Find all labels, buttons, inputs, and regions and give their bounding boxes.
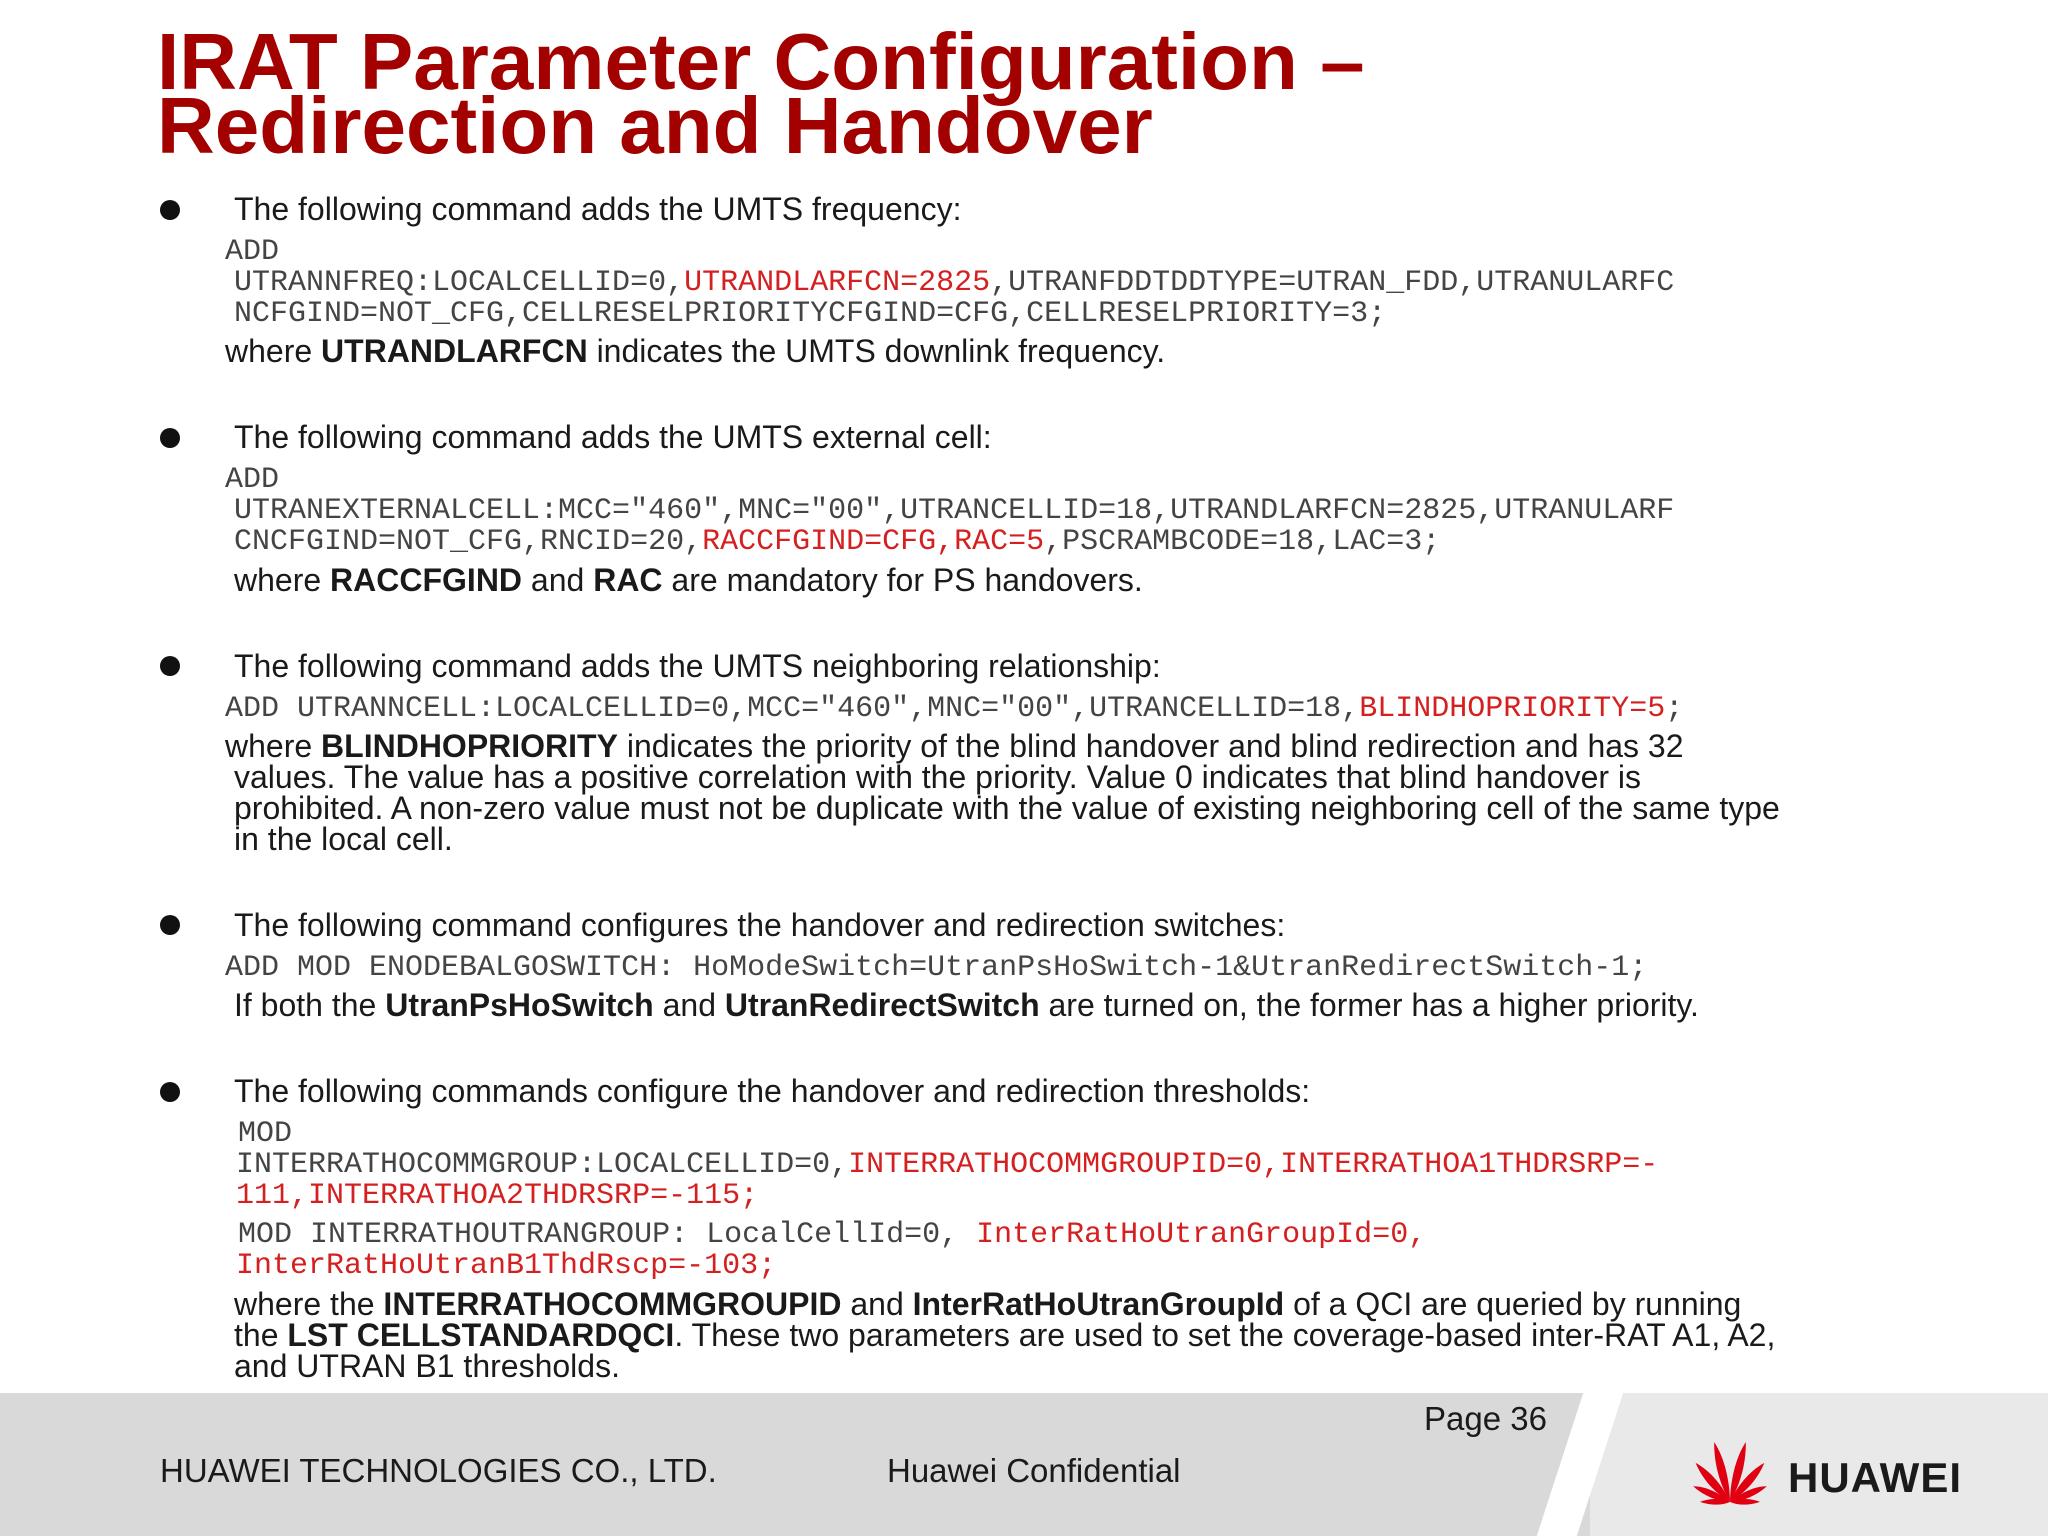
section-3-code-line-1: [225, 694, 1683, 725]
code-text: ,UTRANFDDTDDTYPE=UTRAN_FDD,UTRANULARFC: [990, 266, 1675, 300]
note-text: the: [234, 1317, 288, 1353]
note-keyword: InterRatHoUtranGroupId: [912, 1286, 1285, 1322]
bullet-4: [160, 915, 180, 935]
section-4-code-line-1: ADD MOD ENODEBALGOSWITCH: HoModeSwitch=UtranPsHoSwitch-1&UtranRedirectSwitch-1;: [225, 951, 1648, 985]
code-highlight: INTERRATHOCOMMGROUPID=0,INTERRATHOA1THDRSRP=-: [848, 1148, 1659, 1182]
section-1-intro: The following command adds the UMTS frequency:: [234, 191, 962, 227]
code-text: UTRANNFREQ:LOCALCELLID=0,: [234, 266, 685, 300]
section-1-note: [225, 333, 1166, 369]
section-5-note-line-2: [234, 1317, 1776, 1353]
note-keyword: RAC: [593, 562, 663, 598]
note-keyword: INTERRATHOCOMMGROUPID: [383, 1286, 842, 1322]
note-text: and: [522, 562, 594, 598]
note-keyword: RACCFGIND: [330, 562, 523, 598]
code-text: ;: [1665, 692, 1684, 726]
note-keyword: LST CELLSTANDARDQCI: [287, 1317, 675, 1353]
code-text: CNCFGIND=NOT_CFG,RNCID=20,: [234, 525, 703, 559]
note-keyword: BLINDHOPRIORITY: [321, 728, 618, 764]
section-3-intro: The following command adds the UMTS neighboring relationship:: [234, 648, 1161, 684]
slide-title-line-1: IRAT Parameter Configuration –: [157, 17, 1365, 106]
section-2-note: [234, 562, 1143, 598]
note-text: and: [841, 1286, 913, 1322]
note-text: of a QCI are queried by running: [1284, 1286, 1742, 1322]
section-5-note-line-3: and UTRAN B1 thresholds.: [234, 1348, 620, 1384]
section-4-note: [234, 987, 1699, 1023]
section-1-code-line-2: [234, 268, 1674, 299]
note-keyword: UtranRedirectSwitch: [724, 987, 1040, 1023]
huawei-petal-logo-icon: [1680, 1430, 1780, 1510]
section-3-note-line-1: [225, 728, 1684, 764]
slide-title: [157, 17, 1957, 170]
note-text: are mandatory for PS handovers.: [662, 562, 1143, 598]
note-text: indicates the priority of the blind handover and blind redirection and has 32: [617, 728, 1684, 764]
note-text: If both the: [234, 987, 386, 1023]
slide-title-line-2: Redirection and Handover: [157, 81, 1153, 170]
huawei-logo-text: HUAWEI: [1788, 1454, 1962, 1501]
note-keyword: UtranPsHoSwitch: [385, 987, 654, 1023]
code-text: MOD INTERRATHOUTRANGROUP: LocalCellId=0,: [238, 1218, 977, 1252]
note-text: . These two parameters are used to set the coverage-based inter-RAT A1, A2,: [674, 1317, 1776, 1353]
note-text: are turned on, the former has a higher priority.: [1039, 987, 1699, 1023]
note-text: indicates the UMTS downlink frequency.: [587, 333, 1166, 369]
bullet-2: [160, 428, 180, 448]
section-2-code-line-2: UTRANEXTERNALCELL:MCC="460",MNC="00",UTRANCELLID=18,UTRANDLARFCN=2825,UTRANULARF: [234, 494, 1675, 528]
code-text: ,PSCRAMBCODE=18,LAC=3;: [1044, 525, 1441, 559]
section-4-intro: The following command configures the handover and redirection switches:: [234, 907, 1286, 943]
note-text: where: [225, 728, 322, 764]
section-2-code-line-3: [234, 527, 1440, 558]
section-3-note-line-4: in the local cell.: [234, 821, 453, 857]
code-text: INTERRATHOCOMMGROUP:LOCALCELLID=0,: [236, 1148, 849, 1182]
section-1-code-line-1: ADD: [225, 235, 280, 269]
bullet-5: [160, 1082, 180, 1102]
section-5-intro: The following commands configure the handover and redirection thresholds:: [234, 1073, 1311, 1109]
code-highlight: InterRatHoUtranGroupId=0,: [976, 1218, 1427, 1252]
section-5-code-line-5: InterRatHoUtranB1ThdRscp=-103;: [236, 1249, 777, 1283]
section-5-code-line-2: [236, 1150, 1658, 1181]
code-highlight: RACCFGIND=CFG,RAC=5: [702, 525, 1045, 559]
confidential-label: Huawei Confidential: [887, 1452, 1181, 1489]
note-text: where: [234, 562, 331, 598]
section-3-note-line-3: prohibited. A non-zero value must not be duplicate with the value of existing neighboring cell of the same type: [234, 790, 1780, 826]
section-5-code-line-4: [238, 1220, 1426, 1251]
note-text: where the: [234, 1286, 384, 1322]
section-2-code-line-1: ADD: [225, 463, 280, 497]
section-1-code-line-3: NCFGIND=NOT_CFG,CELLRESELPRIORITYCFGIND=CFG,CELLRESELPRIORITY=3;: [234, 297, 1387, 331]
section-5-code-line-3: 111,INTERRATHOA2THDRSRP=-115;: [236, 1179, 759, 1213]
note-text: and: [653, 987, 725, 1023]
code-highlight: BLINDHOPRIORITY=5: [1359, 692, 1666, 726]
bullet-3: [160, 656, 180, 676]
section-2-intro: The following command adds the UMTS external cell:: [234, 419, 992, 455]
section-5-note-line-1: [234, 1286, 1742, 1322]
page-number: Page 36: [1424, 1400, 1547, 1437]
code-text: ADD UTRANNCELL:LOCALCELLID=0,MCC="460",MNC="00",UTRANCELLID=18,: [225, 692, 1360, 726]
company-name: HUAWEI TECHNOLOGIES CO., LTD.: [160, 1452, 717, 1489]
bullet-1: [160, 200, 180, 220]
section-3-note-line-2: values. The value has a positive correlation with the priority. Value 0 indicates that blind handover is: [234, 759, 1642, 795]
note-text: where: [225, 333, 322, 369]
section-5-code-line-1: MOD: [238, 1117, 293, 1151]
code-highlight: UTRANDLARFCN=2825: [684, 266, 991, 300]
note-keyword: UTRANDLARFCN: [321, 333, 588, 369]
